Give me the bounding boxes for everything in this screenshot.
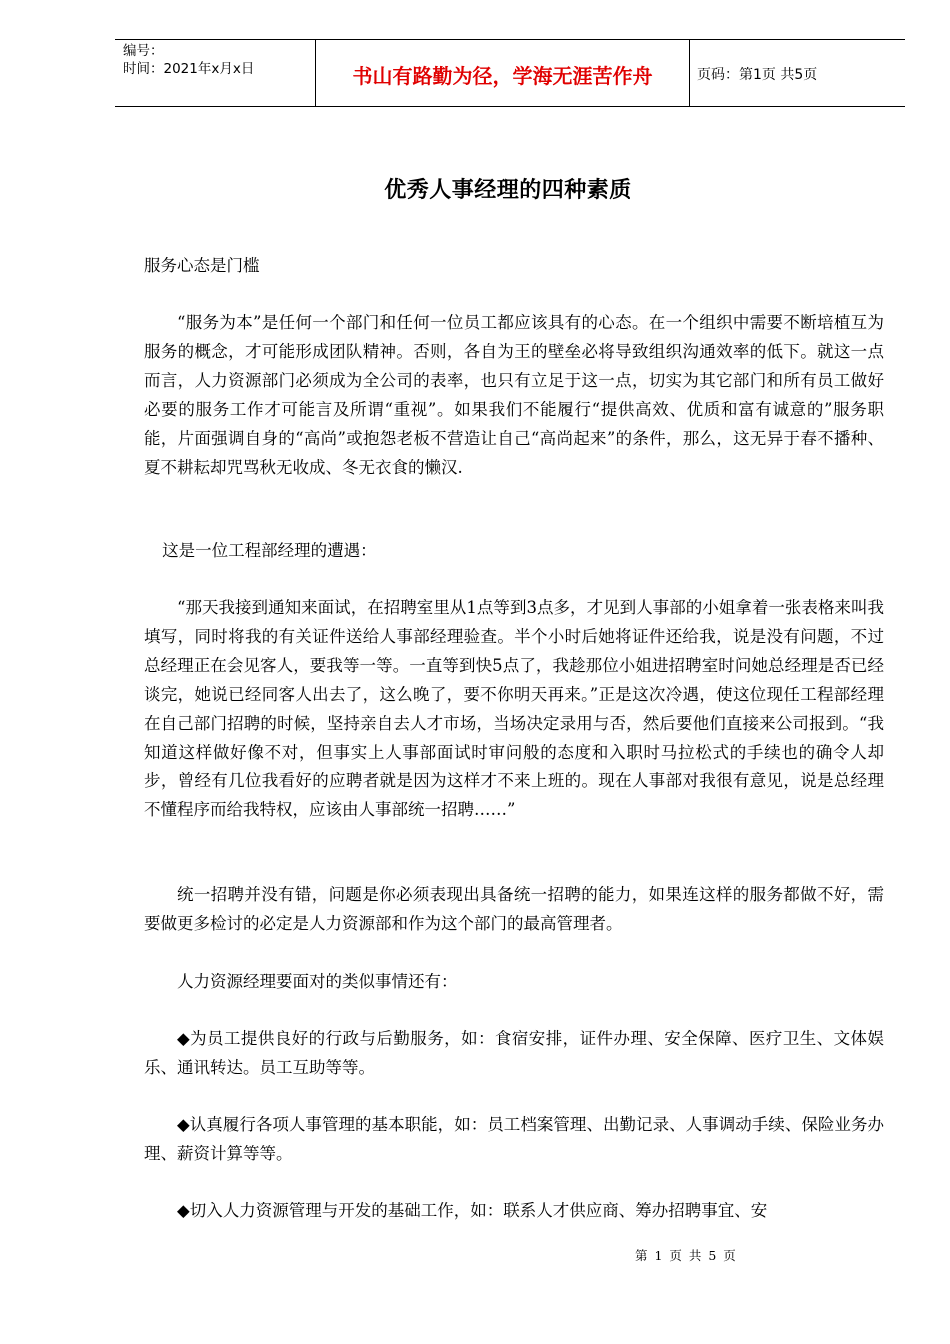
page-footer: 第 1 页 共 5 页 xyxy=(635,1248,736,1263)
body-paragraph: 人力资源经理要面对的类似事情还有： xyxy=(177,972,458,991)
body-paragraph: 统一招聘并没有错，问题是你必须表现出具备统一招聘的能力，如果连这样的服务都做不好，需要做更多检讨的必定是人力资源部和作为这个部门的最高管理者。 xyxy=(144,885,884,933)
document-title: 优秀人事经理的四种素质 xyxy=(384,177,632,203)
header-page-info: 页码：第1页 共5页 xyxy=(697,66,818,83)
body-paragraph: “服务为本”是任何一个部门和任何一位员工都应该具有的心态。在一个组织中需要不断培植互为服务的概念，才可能形成团队精神。否则，各自为王的壁垒必将导致组织沟通效率的低下。就这一点而言，人力资源部门必须成为全公司的表率，也只有立足于这一点，切实为其它部门和所有员工做好必要的服务工作才可能言及所谓“重视”。如果我们不能履行“提供高效、优质和富有诚意的”服务职能，片面强调自身的“高尚”或抱怨老板不营造让自己“高尚起来”的条件，那么，这无异于春不播种、夏不耕耘却咒骂秋无收成、冬无衣食的懒汉. xyxy=(144,313,884,477)
bullet-item: ◆为员工提供良好的行政与后勤服务，如：食宿安排，证件办理、安全保障、医疗卫生、文体娱乐、通讯转达。员工互助等等。 xyxy=(144,1029,884,1077)
document-date: 时间：2021年x月x日 xyxy=(123,61,255,77)
bullet-item: ◆认真履行各项人事管理的基本职能，如：员工档案管理、出勤记录、人事调动手续、保险业务办理、薪资计算等等。 xyxy=(144,1115,884,1163)
body-paragraph: “那天我接到通知来面试，在招聘室里从1点等到3点多，才见到人事部的小姐拿着一张表格来叫我填写，同时将我的有关证件送给人事部经理验查。半个小时后她将证件还给我，说是没有问题，不过总经理正在会见客人，要我等一等。一直等到快5点了，我趁那位小姐进招聘室时问她总经理是否已经谈完，她说已经同客人出去了，这么晚了，要不你明天再来。”正是这次冷遇，使这位现任工程部经理在自己部门招聘的时候，坚持亲自去人才市场，当场决定录用与否，然后要他们直接来公司报到。“我知道这样做好像不对，但事实上人事部面试时审问般的态度和入职时马拉松式的手续也的确令人却步，曾经有几位我看好的应聘者就是因为这样才不来上班的。现在人事部对我很有意见，说是总经理不懂程序而给我特权，应该由人事部统一招聘……” xyxy=(144,598,884,820)
header-motto: 书山有路勤为径，学海无涯苦作舟 xyxy=(316,40,690,106)
header-meta xyxy=(115,40,316,106)
bullet-item: ◆切入人力资源管理与开发的基础工作，如：联系人才供应商、筹办招聘事宜、安 xyxy=(177,1201,768,1220)
section-heading: 服务心态是门槛 xyxy=(144,256,260,275)
document-number: 编号： xyxy=(123,43,164,59)
body-paragraph: 这是一位工程部经理的遭遇： xyxy=(162,541,377,560)
document-header xyxy=(115,39,905,107)
